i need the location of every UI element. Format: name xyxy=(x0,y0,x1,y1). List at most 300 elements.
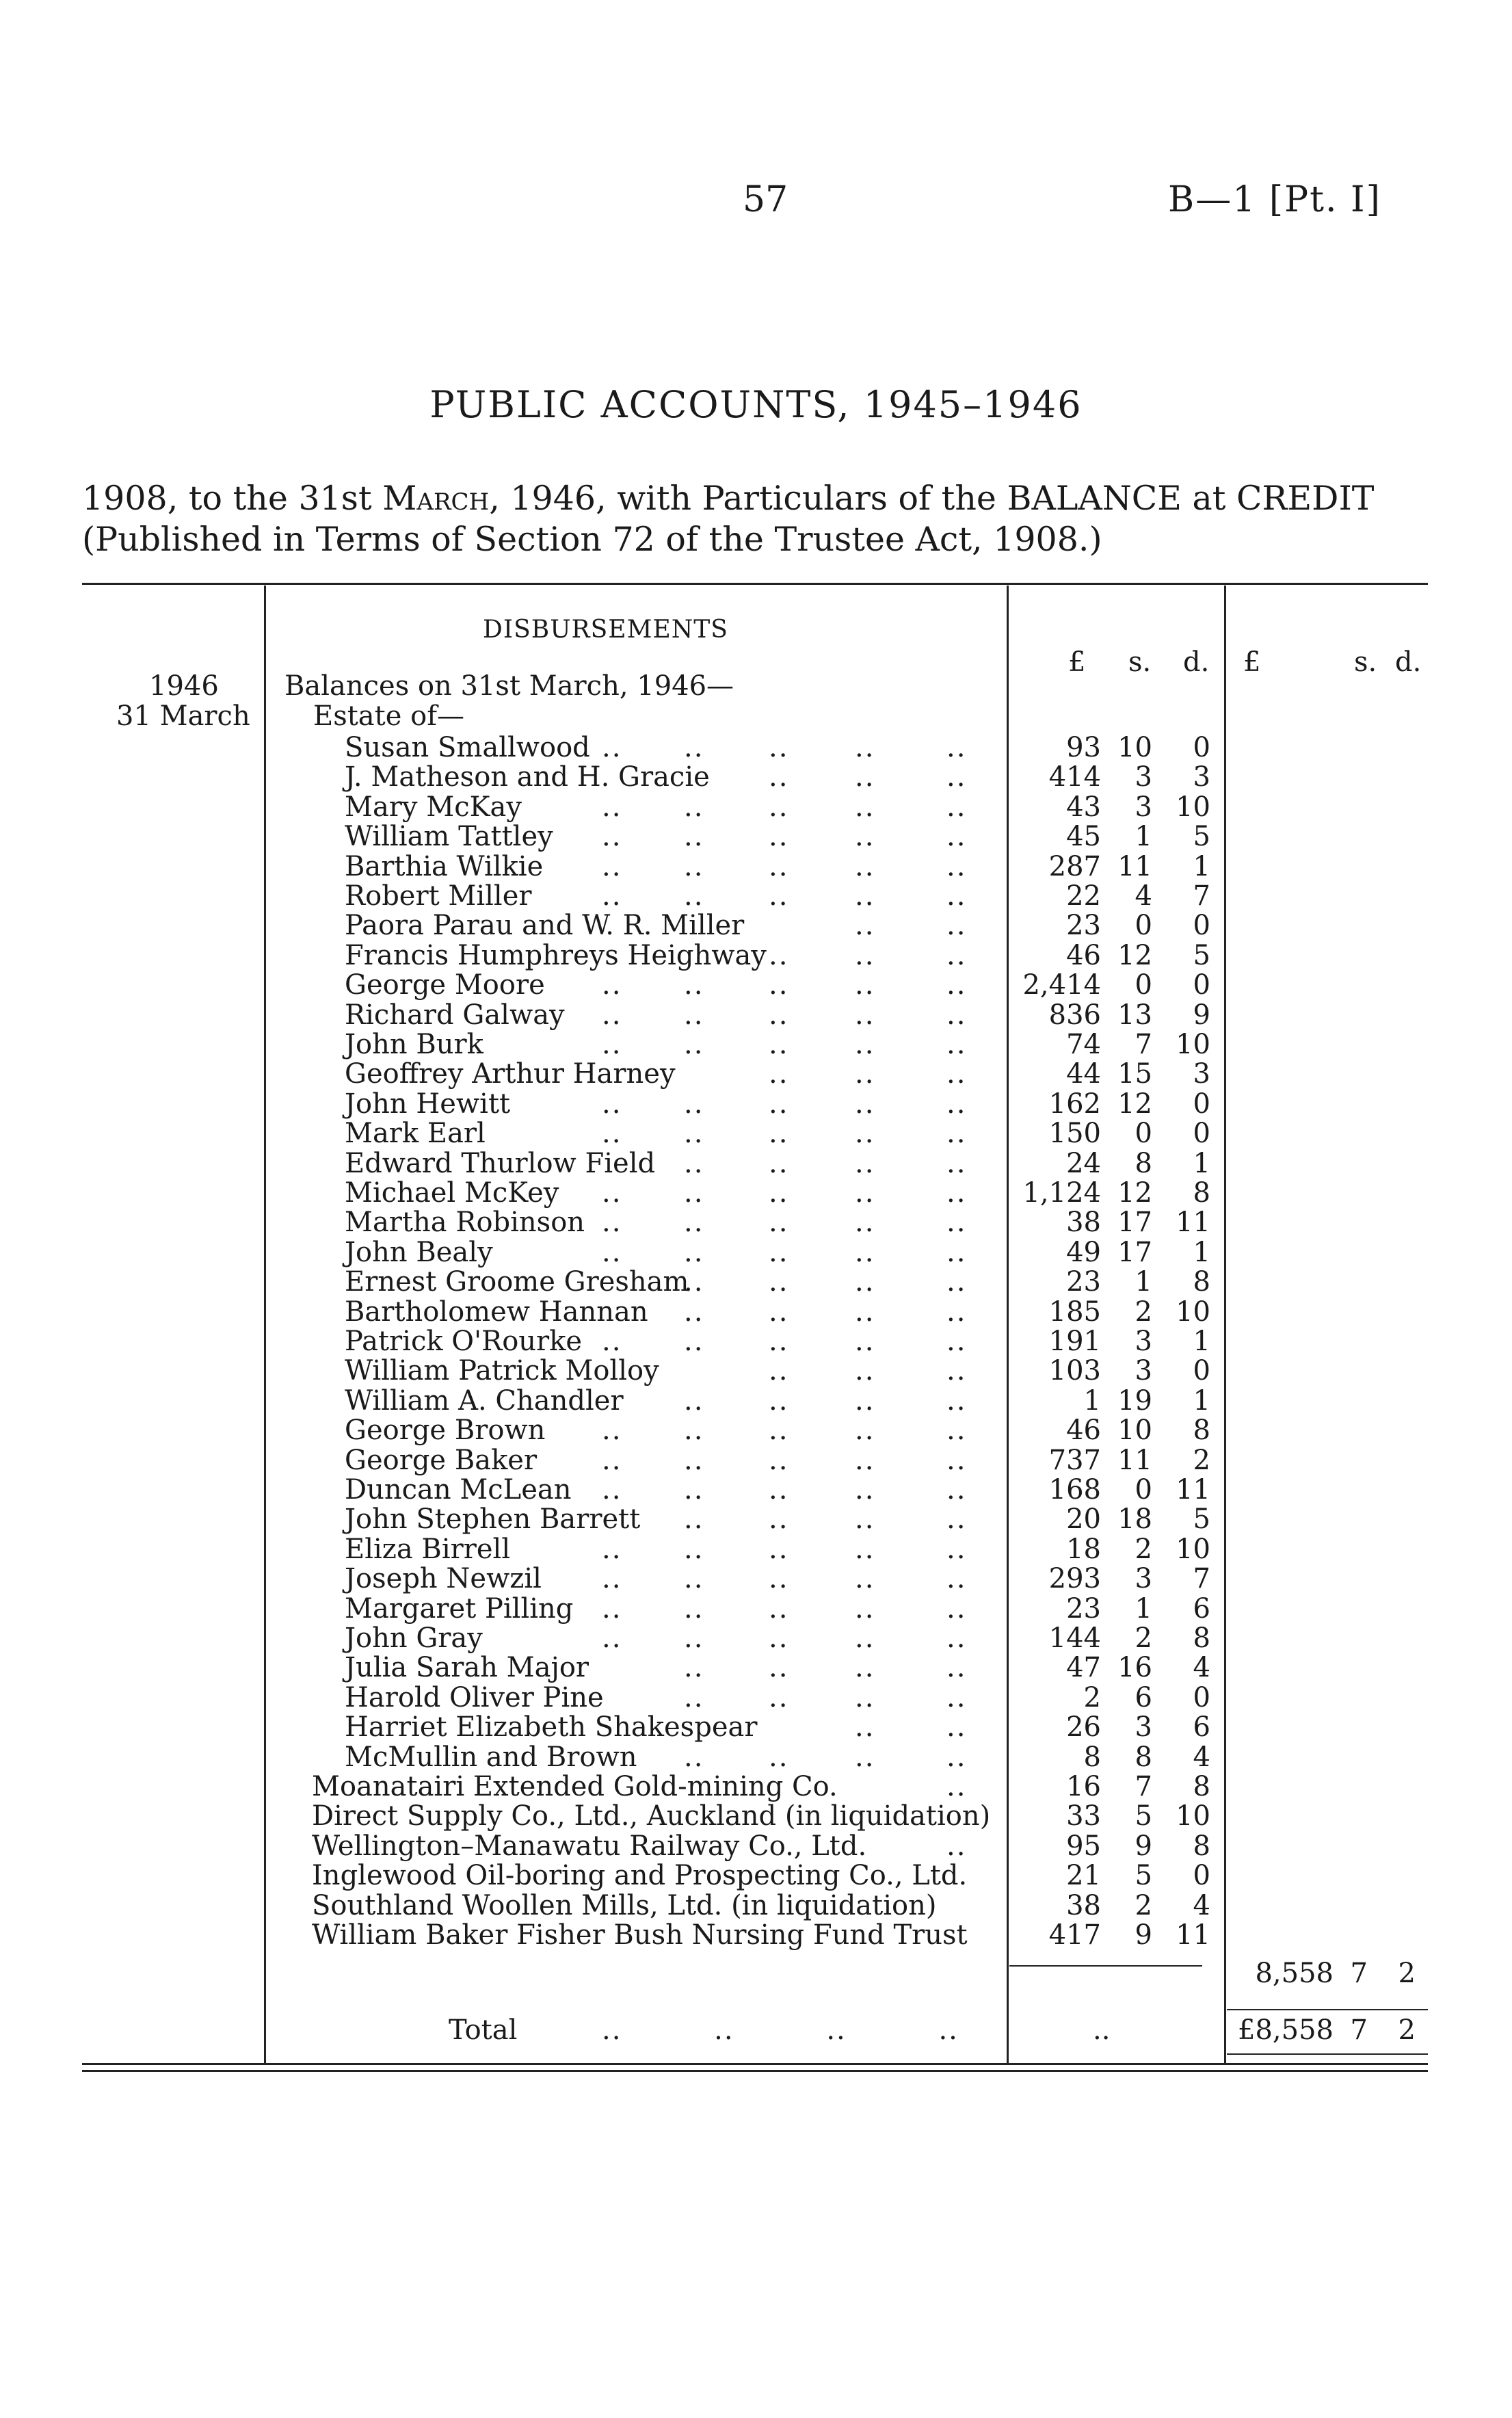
dot-leader: .. xyxy=(855,1444,875,1476)
row-name: John Stephen Barrett xyxy=(345,1503,641,1536)
date-day: 31 March xyxy=(116,700,250,732)
row-pence: 0 xyxy=(1193,1860,1210,1892)
row-name: Direct Supply Co., Ltd., Auckland (in liquidation) xyxy=(312,1800,991,1832)
dot-leader: .. xyxy=(946,1563,967,1595)
row-pence: 5 xyxy=(1193,939,1210,971)
dot-leader: .. xyxy=(602,880,622,912)
table-row xyxy=(0,1445,1512,1475)
dot-leader: .. xyxy=(602,821,622,853)
row-pounds: 191 xyxy=(1048,1326,1101,1357)
dot-leader: .. xyxy=(946,1622,967,1654)
dot-leader: .. xyxy=(684,1622,704,1654)
dot-leader: .. xyxy=(855,880,875,912)
table-row xyxy=(0,761,1512,791)
row-shillings: 6 xyxy=(1135,1681,1152,1713)
dot-leader: .. xyxy=(769,1444,789,1476)
dot-leader: .. xyxy=(684,999,704,1031)
row-name: George Brown xyxy=(345,1415,546,1447)
dot-leader: .. xyxy=(855,1118,875,1150)
dot-leader: .. xyxy=(769,732,789,763)
row-shillings: 10 xyxy=(1117,732,1152,763)
dot-leader: .. xyxy=(769,1118,789,1150)
table-row xyxy=(0,1474,1512,1504)
total-pounds: £8,558 xyxy=(1238,2014,1334,2046)
row-pounds: 414 xyxy=(1048,761,1101,793)
dot-leader: .. xyxy=(714,2014,734,2046)
row-name: Francis Humphreys Heighway xyxy=(345,939,767,971)
table-row xyxy=(0,1415,1512,1445)
table-row xyxy=(0,1890,1512,1920)
page-number: 57 xyxy=(743,179,788,220)
dot-leader: .. xyxy=(684,1088,704,1120)
dot-leader: .. xyxy=(684,1681,704,1713)
row-shillings: 11 xyxy=(1117,1444,1152,1476)
row-name: Julia Sarah Major xyxy=(345,1652,589,1684)
dot-leader: .. xyxy=(946,1384,967,1417)
dot-leader: .. xyxy=(602,1118,622,1150)
dot-leader: .. xyxy=(769,880,789,912)
subtitle-month: March xyxy=(382,479,490,518)
row-pounds: 144 xyxy=(1048,1622,1101,1654)
table-row xyxy=(0,1237,1512,1267)
dot-leader: .. xyxy=(769,1177,789,1209)
row-shillings: 19 xyxy=(1117,1384,1152,1417)
table-row xyxy=(0,1355,1512,1385)
row-shillings: 17 xyxy=(1117,1207,1152,1239)
dot-leader: .. xyxy=(769,1533,789,1565)
dot-leader: .. xyxy=(684,1118,704,1150)
dot-leader: .. xyxy=(602,1088,622,1120)
dot-leader: .. xyxy=(684,821,704,853)
row-pounds: 43 xyxy=(1066,791,1101,823)
dot-leader: .. xyxy=(946,821,967,853)
dot-leader: .. xyxy=(946,910,967,942)
dot-leader: .. xyxy=(855,1474,875,1506)
dot-leader: .. xyxy=(769,1207,789,1239)
dot-leader: .. xyxy=(946,1207,967,1239)
dot-leader: .. xyxy=(946,1474,967,1506)
dot-leader: .. xyxy=(938,2014,959,2046)
dot-leader: .. xyxy=(769,791,789,823)
header-total-pounds: £ xyxy=(1243,646,1261,678)
row-pence: 7 xyxy=(1193,880,1210,912)
row-pence: 0 xyxy=(1193,1355,1210,1387)
dot-leader: .. xyxy=(855,1355,875,1387)
row-pounds: 20 xyxy=(1066,1503,1101,1536)
row-name: Wellington–Manawatu Railway Co., Ltd. xyxy=(312,1830,867,1862)
row-pence: 5 xyxy=(1193,821,1210,853)
row-name: John Burk xyxy=(345,1029,483,1060)
dot-leader: .. xyxy=(855,761,875,793)
header-shillings: s. xyxy=(1128,646,1152,678)
row-shillings: 12 xyxy=(1117,1088,1152,1120)
dot-leader: .. xyxy=(769,1681,789,1713)
row-pence: 10 xyxy=(1176,1029,1210,1060)
row-pounds: 417 xyxy=(1048,1919,1101,1951)
row-name: Patrick O'Rourke xyxy=(345,1326,583,1357)
dot-leader: .. xyxy=(684,791,704,823)
dot-leader: .. xyxy=(855,1147,875,1179)
dot-leader: .. xyxy=(946,761,967,793)
row-shillings: 8 xyxy=(1135,1147,1152,1179)
table-row xyxy=(0,791,1512,822)
row-shillings: 0 xyxy=(1135,910,1152,942)
dot-leader: .. xyxy=(684,1592,704,1625)
dot-leader: .. xyxy=(602,1177,622,1209)
dot-leader: .. xyxy=(946,1147,967,1179)
row-pounds: 1,124 xyxy=(1022,1177,1101,1209)
row-pounds: 45 xyxy=(1066,821,1101,853)
row-pence: 5 xyxy=(1193,1503,1210,1536)
row-pounds: 22 xyxy=(1066,880,1101,912)
row-name: Mark Earl xyxy=(345,1118,486,1150)
dot-leader: .. xyxy=(769,1266,789,1298)
row-pence: 1 xyxy=(1193,1384,1210,1417)
balances-label: Balances on 31st March, 1946— xyxy=(284,670,734,702)
row-name: John Gray xyxy=(345,1622,483,1654)
subtotal-pounds: 8,558 xyxy=(1255,1958,1334,1989)
row-name: Moanatairi Extended Gold-mining Co. xyxy=(312,1771,838,1802)
dot-leader: .. xyxy=(602,791,622,823)
dot-leader: .. xyxy=(769,1592,789,1625)
dot-leader: .. xyxy=(769,1147,789,1179)
row-name: William A. Chandler xyxy=(345,1384,624,1417)
row-shillings: 2 xyxy=(1135,1622,1152,1654)
dot-leader: .. xyxy=(602,1326,622,1357)
dot-leader: .. xyxy=(946,1652,967,1684)
table-row xyxy=(0,1830,1512,1861)
dot-leader: .. xyxy=(602,1029,622,1060)
dot-leader: .. xyxy=(602,2014,622,2046)
dot-leader: .. xyxy=(602,1415,622,1447)
row-pence: 8 xyxy=(1193,1177,1210,1209)
row-pounds: 21 xyxy=(1066,1860,1101,1892)
row-name: Richard Galway xyxy=(345,999,565,1031)
row-name: Martha Robinson xyxy=(345,1207,585,1239)
row-name: Edward Thurlow Field xyxy=(345,1147,656,1179)
subtitle-line-2: (Published in Terms of Section 72 of the Trustee Act, 1908.) xyxy=(82,520,1102,559)
row-pounds: 46 xyxy=(1066,1415,1101,1447)
table-row xyxy=(0,1622,1512,1653)
row-pence: 1 xyxy=(1193,1236,1210,1268)
table-row xyxy=(0,1742,1512,1772)
row-shillings: 12 xyxy=(1117,1177,1152,1209)
table-row xyxy=(0,1682,1512,1712)
row-pence: 0 xyxy=(1193,1118,1210,1150)
dot-leader: .. xyxy=(602,1474,622,1506)
dot-leader: .. xyxy=(769,1296,789,1328)
row-pounds: 49 xyxy=(1066,1236,1101,1268)
dot-leader: .. xyxy=(946,969,967,1001)
row-pounds: 16 xyxy=(1066,1771,1101,1802)
subtotal-pence: 2 xyxy=(1398,1958,1416,1989)
table-row xyxy=(0,940,1512,970)
table-row xyxy=(0,1385,1512,1415)
row-shillings: 7 xyxy=(1135,1771,1152,1802)
dot-leader: .. xyxy=(946,1177,967,1209)
row-pence: 10 xyxy=(1176,1533,1210,1565)
header-pence: d. xyxy=(1183,646,1210,678)
dot-leader: .. xyxy=(946,1058,967,1090)
row-shillings: 13 xyxy=(1117,999,1152,1031)
row-name: Barthia Wilkie xyxy=(345,850,544,882)
dot-leader: .. xyxy=(946,1741,967,1773)
dot-leader: .. xyxy=(602,1236,622,1268)
header-total-pence: d. xyxy=(1395,646,1422,678)
row-shillings: 0 xyxy=(1135,1474,1152,1506)
row-pounds: 74 xyxy=(1066,1029,1101,1060)
subtitle-part-a: 1908, to the 31st xyxy=(82,479,383,518)
dot-leader: .. xyxy=(684,1326,704,1357)
row-shillings: 2 xyxy=(1135,1296,1152,1328)
row-pence: 8 xyxy=(1193,1266,1210,1298)
total-amount-dots: .. xyxy=(1093,2014,1111,2046)
row-pence: 7 xyxy=(1193,1563,1210,1595)
row-shillings: 7 xyxy=(1135,1029,1152,1060)
page-title: PUBLIC ACCOUNTS, 1945–1946 xyxy=(429,383,1083,426)
row-pounds: 26 xyxy=(1066,1711,1101,1744)
dot-leader: .. xyxy=(769,1474,789,1506)
subtotal-rule xyxy=(1009,1965,1202,1967)
row-name: John Bealy xyxy=(345,1236,493,1268)
row-pence: 0 xyxy=(1193,1681,1210,1713)
table-row xyxy=(0,1771,1512,1801)
dot-leader: .. xyxy=(769,1355,789,1387)
dot-leader: .. xyxy=(855,1681,875,1713)
row-name: Susan Smallwood xyxy=(345,732,590,763)
subtitle-line-1 xyxy=(82,479,1374,518)
dot-leader: .. xyxy=(946,880,967,912)
row-name: Robert Miller xyxy=(345,880,532,912)
dot-leader: .. xyxy=(855,1177,875,1209)
dot-leader: .. xyxy=(946,1236,967,1268)
table-row xyxy=(0,1800,1512,1830)
row-pounds: 2,414 xyxy=(1022,969,1101,1001)
dot-leader: .. xyxy=(602,1207,622,1239)
row-name: Inglewood Oil-boring and Prospecting Co., Ltd. xyxy=(312,1860,968,1892)
row-name: Margaret Pilling xyxy=(345,1592,574,1625)
table-row xyxy=(0,1177,1512,1207)
row-pence: 0 xyxy=(1193,910,1210,942)
row-pence: 1 xyxy=(1193,1326,1210,1357)
table-bottom-rule-2 xyxy=(82,2070,1428,2072)
dot-leader: .. xyxy=(684,880,704,912)
dot-leader: .. xyxy=(855,732,875,763)
dot-leader: .. xyxy=(855,1266,875,1298)
row-shillings: 3 xyxy=(1135,791,1152,823)
dot-leader: .. xyxy=(855,1088,875,1120)
dot-leader: .. xyxy=(684,850,704,882)
dot-leader: .. xyxy=(684,1652,704,1684)
row-pounds: 24 xyxy=(1066,1147,1101,1179)
dot-leader: .. xyxy=(769,1326,789,1357)
row-shillings: 8 xyxy=(1135,1741,1152,1773)
row-name: Duncan McLean xyxy=(345,1474,572,1506)
total-shillings: 7 xyxy=(1350,2014,1368,2046)
row-pence: 11 xyxy=(1176,1474,1210,1506)
date-year: 1946 xyxy=(149,670,219,702)
total-rule-top xyxy=(1227,2009,1428,2010)
dot-leader: .. xyxy=(769,1384,789,1417)
dot-leader: .. xyxy=(684,1503,704,1536)
row-shillings: 9 xyxy=(1135,1919,1152,1951)
table-row xyxy=(0,1058,1512,1088)
row-name: Bartholomew Hannan xyxy=(345,1296,648,1328)
table-row xyxy=(0,1296,1512,1326)
total-label: Total xyxy=(449,2014,518,2046)
row-name: J. Matheson and H. Gracie xyxy=(345,761,710,793)
table-top-rule xyxy=(82,583,1428,585)
row-name: Mary McKay xyxy=(345,791,522,823)
dot-leader: .. xyxy=(684,1384,704,1417)
dot-leader: .. xyxy=(684,1177,704,1209)
row-pounds: 2 xyxy=(1083,1681,1101,1713)
section-heading: DISBURSEMENTS xyxy=(483,616,728,644)
dot-leader: .. xyxy=(769,1741,789,1773)
row-shillings: 5 xyxy=(1135,1800,1152,1832)
subtitle-part-b: , 1946, with Particulars of the BALANCE at CREDIT xyxy=(489,479,1375,518)
row-pounds: 38 xyxy=(1066,1889,1101,1921)
table-row xyxy=(0,1711,1512,1742)
dot-leader: .. xyxy=(855,1236,875,1268)
subtotal-shillings: 7 xyxy=(1350,1958,1368,1989)
dot-leader: .. xyxy=(769,999,789,1031)
row-name: William Patrick Molloy xyxy=(345,1355,659,1387)
row-name: Geoffrey Arthur Harney xyxy=(345,1058,676,1090)
table-row xyxy=(0,1503,1512,1534)
dot-leader: .. xyxy=(602,1533,622,1565)
dot-leader: .. xyxy=(946,850,967,882)
table-row xyxy=(0,1652,1512,1682)
dot-leader: .. xyxy=(769,1503,789,1536)
table-row xyxy=(0,1088,1512,1118)
dot-leader: .. xyxy=(855,1207,875,1239)
row-pence: 0 xyxy=(1193,732,1210,763)
row-name: William Baker Fisher Bush Nursing Fund Trust xyxy=(312,1919,968,1951)
dot-leader: .. xyxy=(855,1029,875,1060)
row-pence: 10 xyxy=(1176,1800,1210,1832)
dot-leader: .. xyxy=(684,1444,704,1476)
row-pounds: 33 xyxy=(1066,1800,1101,1832)
row-pence: 8 xyxy=(1193,1830,1210,1862)
dot-leader: .. xyxy=(855,1563,875,1595)
row-pence: 10 xyxy=(1176,1296,1210,1328)
row-pence: 10 xyxy=(1176,791,1210,823)
dot-leader: .. xyxy=(602,850,622,882)
dot-leader: .. xyxy=(855,1058,875,1090)
dot-leader: .. xyxy=(946,791,967,823)
row-shillings: 15 xyxy=(1117,1058,1152,1090)
row-pence: 8 xyxy=(1193,1415,1210,1447)
dot-leader: .. xyxy=(855,910,875,942)
row-pounds: 1 xyxy=(1083,1384,1101,1417)
dot-leader: .. xyxy=(684,1147,704,1179)
row-shillings: 0 xyxy=(1135,1118,1152,1150)
dot-leader: .. xyxy=(946,1503,967,1536)
header-total-shillings: s. xyxy=(1354,646,1377,678)
dot-leader: .. xyxy=(946,1592,967,1625)
header-pounds: £ xyxy=(1068,646,1086,678)
table-row xyxy=(0,1593,1512,1623)
dot-leader: .. xyxy=(946,1355,967,1387)
dot-leader: .. xyxy=(855,939,875,971)
dot-leader: .. xyxy=(855,1533,875,1565)
dot-leader: .. xyxy=(769,1236,789,1268)
dot-leader: .. xyxy=(769,1415,789,1447)
dot-leader: .. xyxy=(946,1711,967,1744)
total-dots xyxy=(602,2014,959,2046)
row-pence: 8 xyxy=(1193,1771,1210,1802)
table-row xyxy=(0,1207,1512,1237)
dot-leader: .. xyxy=(855,1326,875,1357)
dot-leader: .. xyxy=(684,1207,704,1239)
dot-leader: .. xyxy=(855,821,875,853)
dot-leader: .. xyxy=(826,2014,847,2046)
table-row xyxy=(0,1326,1512,1356)
row-pounds: 23 xyxy=(1066,1266,1101,1298)
row-pence: 2 xyxy=(1193,1444,1210,1476)
table-row xyxy=(0,999,1512,1029)
table-row xyxy=(0,1534,1512,1564)
dot-leader: .. xyxy=(602,732,622,763)
row-pounds: 836 xyxy=(1048,999,1101,1031)
row-name: John Hewitt xyxy=(345,1088,511,1120)
dot-leader: .. xyxy=(946,1326,967,1357)
dot-leader: .. xyxy=(769,1563,789,1595)
row-pounds: 47 xyxy=(1066,1652,1101,1684)
row-pence: 9 xyxy=(1193,999,1210,1031)
dot-leader: .. xyxy=(769,1058,789,1090)
row-shillings: 3 xyxy=(1135,761,1152,793)
dot-leader: .. xyxy=(946,1830,967,1862)
row-shillings: 0 xyxy=(1135,969,1152,1001)
dot-leader: .. xyxy=(946,1533,967,1565)
row-pounds: 293 xyxy=(1048,1563,1101,1595)
row-shillings: 1 xyxy=(1135,1592,1152,1625)
dot-leader: .. xyxy=(946,1029,967,1060)
dot-leader: .. xyxy=(946,1266,967,1298)
row-shillings: 17 xyxy=(1117,1236,1152,1268)
dot-leader: .. xyxy=(855,1592,875,1625)
table-row xyxy=(0,732,1512,762)
estate-label: Estate of— xyxy=(313,700,464,732)
row-pence: 8 xyxy=(1193,1622,1210,1654)
row-pounds: 46 xyxy=(1066,939,1101,971)
row-pence: 6 xyxy=(1193,1592,1210,1625)
row-pounds: 185 xyxy=(1048,1296,1101,1328)
row-pence: 6 xyxy=(1193,1711,1210,1744)
dot-leader: .. xyxy=(855,999,875,1031)
dot-leader: .. xyxy=(602,969,622,1001)
dot-leader: .. xyxy=(684,1533,704,1565)
row-name: McMullin and Brown xyxy=(345,1741,637,1773)
row-pence: 11 xyxy=(1176,1919,1210,1951)
row-shillings: 18 xyxy=(1117,1503,1152,1536)
row-shillings: 11 xyxy=(1117,850,1152,882)
row-shillings: 1 xyxy=(1135,821,1152,853)
row-shillings: 3 xyxy=(1135,1326,1152,1357)
total-pence: 2 xyxy=(1398,2014,1416,2046)
row-pounds: 23 xyxy=(1066,910,1101,942)
row-pounds: 8 xyxy=(1083,1741,1101,1773)
dot-leader: .. xyxy=(855,791,875,823)
row-shillings: 2 xyxy=(1135,1889,1152,1921)
dot-leader: .. xyxy=(855,1415,875,1447)
row-pounds: 95 xyxy=(1066,1830,1101,1862)
row-pence: 4 xyxy=(1193,1889,1210,1921)
dot-leader: .. xyxy=(602,999,622,1031)
dot-leader: .. xyxy=(855,969,875,1001)
